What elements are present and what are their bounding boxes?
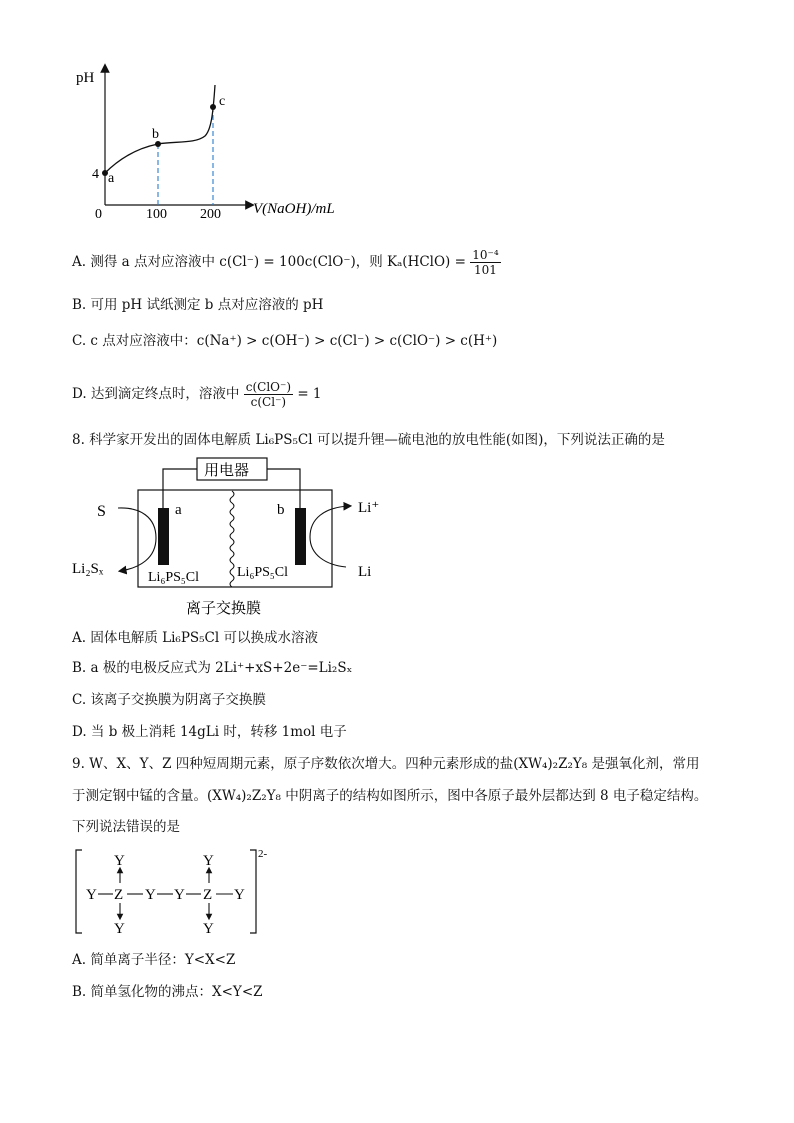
q8-stem: 8. 科学家开发出的固体电解质 Li₆PS₅Cl 可以提升锂—硫电池的放电性能(如图)，下列说法正确的是 xyxy=(72,432,665,448)
q8-option-b: B. a 极的电极反应式为 2Li⁺+xS+2e⁻=Li₂Sₓ xyxy=(72,660,353,676)
point-b-label: b xyxy=(152,127,159,142)
right-product-label: Li⁺ xyxy=(358,500,380,516)
x-axis-label: V(NaOH)/mL xyxy=(253,201,335,217)
electrolyte-right-label: Li₆PS₅Cl xyxy=(237,565,289,580)
x-tick-100: 100 xyxy=(146,207,167,222)
q7-option-d-fraction: $\frac{\text{c(ClO⁻)}}{c(Cl^-)}$ xyxy=(245,380,292,409)
point-a-label: a xyxy=(108,171,115,186)
atom-y-bottom-2: Y xyxy=(203,921,214,937)
right-bracket xyxy=(250,850,256,933)
q9-stem-line3: 下列说法错误的是 xyxy=(72,819,180,835)
titration-graph xyxy=(70,60,370,230)
q7-option-a: A. 测得 a 点对应溶液中 c(Cl⁻) = 100c(ClO⁻)，则 Kₐ(HClO) = $\frac{\text{10⁻⁴}}{101}$ xyxy=(72,248,499,277)
electrode-a-label: a xyxy=(175,502,182,518)
left-arrow xyxy=(118,508,156,571)
y-axis-label: pH xyxy=(76,70,95,86)
q7-option-a-fraction: $\frac{\text{10⁻⁴}}{101}$ xyxy=(472,248,499,277)
q8-option-a: A. 固体电解质 Li₆PS₅Cl 可以换成水溶液 xyxy=(72,630,318,646)
ph-curve xyxy=(105,85,215,173)
q9-stem-line2: 于测定钢中锰的含量。(XW₄)₂Z₂Y₈ 中阴离子的结构如图所示，图中各原子最外层都达到 8 电子稳定结构。 xyxy=(72,788,708,804)
right-arrow xyxy=(310,506,350,567)
right-reactant-label: Li xyxy=(358,564,372,580)
electrode-a xyxy=(158,508,169,565)
electrolyte-left-label: Li₆PS₅Cl xyxy=(148,570,200,585)
atom-z-2: Z xyxy=(203,887,213,903)
atom-y-4: Y xyxy=(234,887,245,903)
atom-y-bottom-1: Y xyxy=(114,921,125,937)
atom-y-1: Y xyxy=(86,887,97,903)
q8-option-c: C. 该离子交换膜为阴离子交换膜 xyxy=(72,692,266,708)
atom-z-1: Z xyxy=(114,887,124,903)
point-c-label: c xyxy=(219,94,226,109)
q9-stem-line1: 9. W、X、Y、Z 四种短周期元素，原子序数依次增大。四种元素形成的盐(XW₄)₂Z₂Y₈ 是强氧化剂，常用 xyxy=(72,756,700,772)
anion-structure xyxy=(70,845,290,940)
y-tick-4: 4 xyxy=(92,167,99,182)
charge-label: 2- xyxy=(258,848,268,860)
atom-y-top-1: Y xyxy=(114,853,125,869)
left-reactant-label: S xyxy=(97,503,106,520)
atom-y-top-2: Y xyxy=(203,853,214,869)
left-product-label: Li₂Sₓ xyxy=(72,561,104,577)
q9-option-b: B. 简单氢化物的沸点：X<Y<Z xyxy=(72,984,263,1000)
membrane-label: 离子交换膜 xyxy=(186,601,262,617)
battery-diagram xyxy=(60,455,400,625)
q7-option-b: B. 可用 pH 试纸测定 b 点对应溶液的 pH xyxy=(72,297,324,313)
atom-y-3: Y xyxy=(174,887,185,903)
x-tick-0: 0 xyxy=(95,207,102,222)
ion-exchange-membrane xyxy=(230,491,234,587)
q8-option-d: D. 当 b 极上消耗 14gLi 时，转移 1mol 电子 xyxy=(72,724,347,740)
point-c xyxy=(210,104,216,110)
electrode-b-label: b xyxy=(277,502,285,518)
q7-option-d: D. 达到滴定终点时，溶液中 $\frac{\text{c(ClO⁻)}}{c(Cl^-)}$ = 1 xyxy=(72,380,322,409)
x-tick-200: 200 xyxy=(200,207,221,222)
atom-y-2: Y xyxy=(145,887,156,903)
left-bracket xyxy=(76,850,82,933)
electrode-b xyxy=(295,508,306,565)
device-label: 用电器 xyxy=(204,463,250,479)
q7-option-c: C. c 点对应溶液中：c(Na⁺) > c(OH⁻) > c(Cl⁻) > c(ClO⁻) > c(H⁺) xyxy=(72,333,498,349)
q9-option-a: A. 简单离子半径：Y<X<Z xyxy=(72,952,236,968)
